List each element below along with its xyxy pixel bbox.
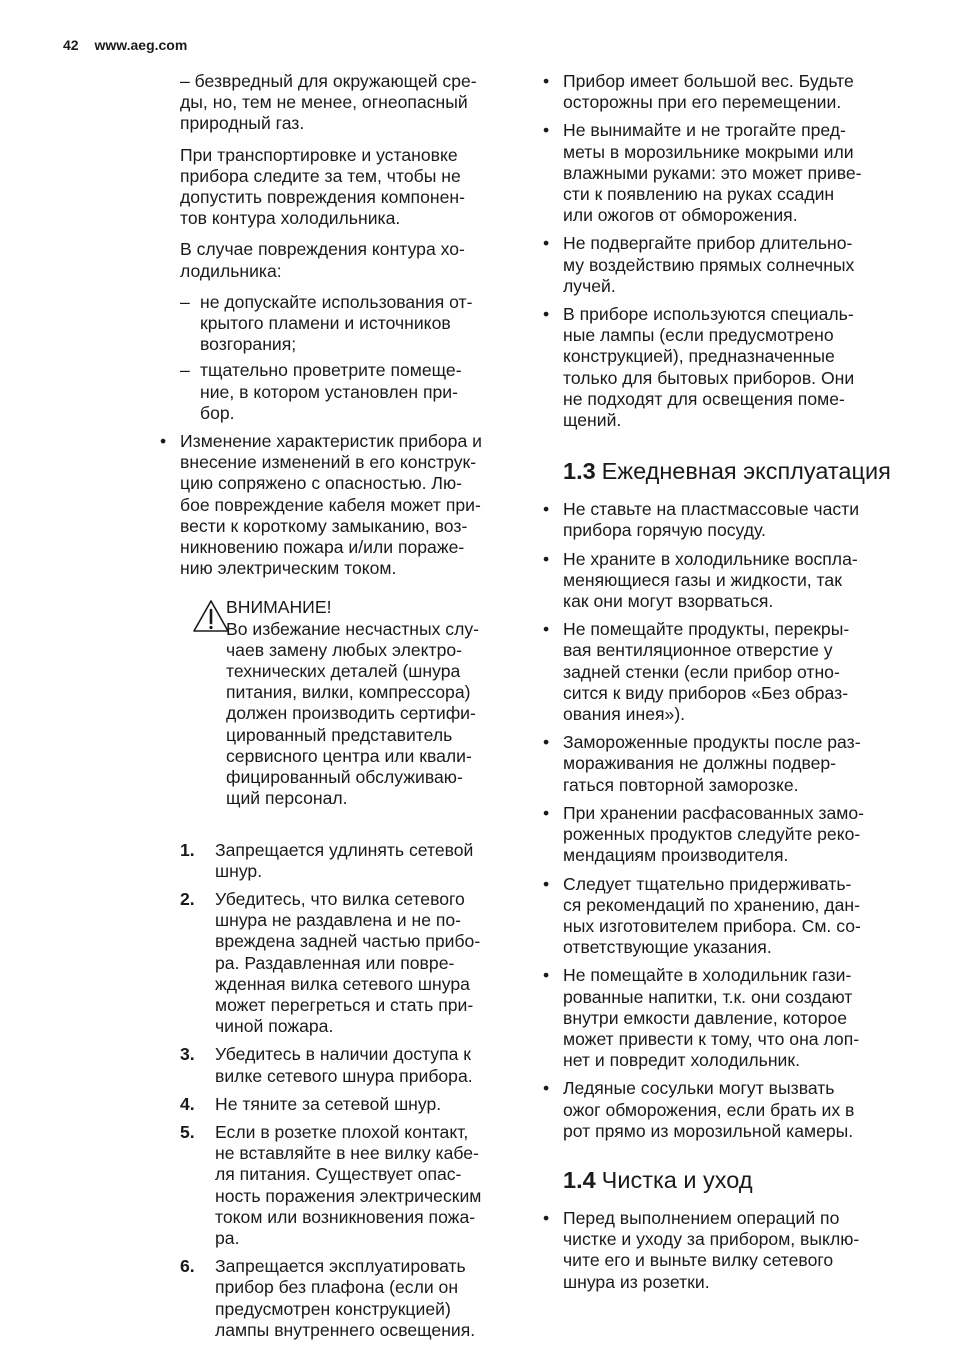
text-line: В приборе используются специаль- xyxy=(563,304,854,325)
text-line: чаев замену любых электро- xyxy=(226,639,462,660)
item-number: 6. xyxy=(180,1256,195,1277)
text-line: Убедитесь, что вилка сетевого xyxy=(215,888,465,909)
text-line: никновению пожара и/или пораже- xyxy=(180,537,465,558)
text-line: ние, в котором установлен при- xyxy=(200,381,458,402)
section-number: 1.3 xyxy=(563,458,596,485)
bullet-marker: • xyxy=(543,1207,550,1228)
bullet-item xyxy=(543,873,903,959)
text-line: шнура не раздавлена и не по- xyxy=(215,910,462,931)
dash-marker: – xyxy=(180,291,190,312)
text-line: Запрещается эксплуатировать xyxy=(215,1256,466,1277)
text-line: Не подвергайте прибор длительно- xyxy=(563,233,853,254)
text-line: рованные напитки, т.к. они создают xyxy=(563,986,853,1007)
numbered-item xyxy=(180,1044,520,1086)
transport-paragraph xyxy=(180,145,520,230)
text-line: рот прямо из морозильной камеры. xyxy=(563,1120,854,1141)
text-line: не вставляйте в нее вилку кабе- xyxy=(215,1143,479,1164)
text-line: фицированный обслуживаю- xyxy=(226,767,463,788)
item-number: 2. xyxy=(180,888,195,909)
text-line: му воздействию прямых солнечных xyxy=(563,254,855,275)
text-line: шнур. xyxy=(215,860,263,881)
text-line: лампы внутреннего освещения. xyxy=(215,1319,476,1340)
text-line: лучей. xyxy=(563,275,616,296)
text-line: прибора горячую посуду. xyxy=(563,520,766,541)
bullet-item xyxy=(543,1078,903,1142)
text-line: нет и повредит холодильник. xyxy=(563,1050,800,1071)
text-line: Если в розетке плохой контакт, xyxy=(215,1121,469,1142)
page-number: 42 xyxy=(63,37,79,53)
text-line: щений. xyxy=(563,410,622,431)
text-line: только для бытовых приборов. Они xyxy=(563,367,855,388)
text-line: бое повреждение кабеля может при- xyxy=(180,494,481,515)
dash-item xyxy=(180,291,520,356)
numbered-list xyxy=(180,840,520,1341)
text-line: лодильника: xyxy=(180,260,282,281)
text-line: может перегреться и стать при- xyxy=(215,994,474,1015)
bullet-item xyxy=(160,431,520,579)
bullet-item xyxy=(543,548,903,613)
text-line: задней стенки (если прибор отно- xyxy=(563,661,840,682)
text-line: Не помещайте продукты, перекры- xyxy=(563,619,850,640)
left-column xyxy=(160,71,520,1348)
text-line: чистке и уходу за прибором, выклю- xyxy=(563,1229,860,1250)
bullet-item xyxy=(543,802,903,867)
text-line: сервисного центра или квали- xyxy=(226,745,472,766)
text-line: природный газ. xyxy=(180,113,305,134)
text-line: допустить повреждения компонен- xyxy=(180,187,465,208)
bullet-marker: • xyxy=(543,802,550,823)
text-line: В случае повреждения контура хо- xyxy=(180,239,465,260)
text-line: – безвредный для окружающей сре- xyxy=(180,71,477,91)
bullet-marker: • xyxy=(543,548,550,569)
text-line: вая вентиляционное отверстие у xyxy=(563,640,833,661)
text-line: мораживания не должны подвер- xyxy=(563,753,837,774)
bullet-marker: • xyxy=(160,431,167,452)
text-line: внесение изменений в его конструк- xyxy=(180,452,477,473)
text-line: предусмотрен конструкцией) xyxy=(215,1298,451,1319)
text-line: Ледяные сосульки могут вызвать xyxy=(563,1078,835,1099)
section-heading-daily-use xyxy=(563,457,903,485)
text-line: не подходят для освещения поме- xyxy=(563,388,845,409)
bullet-marker: • xyxy=(543,499,550,520)
warning-triangle-icon xyxy=(192,599,230,633)
numbered-item xyxy=(180,839,520,882)
text-line: ля питания. Существует опас- xyxy=(215,1164,462,1185)
text-line: ответствующие указания. xyxy=(563,937,772,958)
text-line: Не храните в холодильнике воспла- xyxy=(563,548,858,569)
text-line: внутри емкости давление, которое xyxy=(563,1007,847,1028)
section-title: Чистка и уход xyxy=(601,1166,753,1193)
bullet-item xyxy=(543,304,903,431)
text-line: бор. xyxy=(200,402,235,423)
text-line: Не вынимайте и не трогайте пред- xyxy=(563,120,846,141)
text-line: Не помещайте в холодильник гази- xyxy=(563,965,852,986)
bullet-marker: • xyxy=(543,233,550,254)
text-line: вести к короткому замыканию, воз- xyxy=(180,515,468,536)
numbered-item xyxy=(180,1093,520,1115)
text-line: не допускайте использования от- xyxy=(200,291,473,312)
text-line: ных изготовителем прибора. См. со- xyxy=(563,915,861,936)
text-line: Во избежание несчастных слу- xyxy=(226,618,480,639)
numbered-item xyxy=(180,1121,520,1249)
text-line: При транспортировке и установке xyxy=(180,144,458,165)
text-line: ования инея»). xyxy=(563,704,686,725)
item-number: 4. xyxy=(180,1093,195,1114)
section-heading-cleaning xyxy=(563,1166,903,1194)
site-url: www.aeg.com xyxy=(94,37,188,53)
bullet-marker: • xyxy=(543,120,550,141)
text-line: Не тяните за сетевой шнур. xyxy=(215,1093,442,1114)
text-line: ожог обморожения, если брать их в xyxy=(563,1099,855,1120)
text-line: влажными руками: это может приве- xyxy=(563,162,862,183)
text-line: ра. xyxy=(215,1227,240,1248)
text-line: роженных продуктов следуйте реко- xyxy=(563,824,861,845)
text-line: Замороженные продукты после раз- xyxy=(563,732,861,753)
text-line: Убедитесь в наличии доступа к xyxy=(215,1044,471,1065)
item-number: 1. xyxy=(180,839,195,860)
bullet-marker: • xyxy=(543,873,550,894)
bullet-marker: • xyxy=(543,732,550,753)
text-line: ды, но, тем не менее, огнеопасный xyxy=(180,92,468,113)
text-line: как они могут взорваться. xyxy=(563,591,774,612)
bullet-item xyxy=(543,499,903,541)
text-line: ность поражения электрическим xyxy=(215,1185,482,1206)
section-title: Ежедневная эксплуатация xyxy=(601,458,891,485)
text-line: мендациям производителя. xyxy=(563,845,789,866)
text-line: щий персонал. xyxy=(226,788,348,809)
text-line: нию электрическим током. xyxy=(180,558,397,579)
text-line: прибора следите за тем, чтобы не xyxy=(180,165,461,186)
text-line: чиной пожара. xyxy=(215,1016,334,1037)
text-line: гаться повторной заморозке. xyxy=(563,774,799,795)
numbered-item xyxy=(180,888,520,1037)
bullet-marker: • xyxy=(543,304,550,325)
warning-title: ВНИМАНИЕ! xyxy=(226,597,332,618)
text-line: или ожогов от обморожения. xyxy=(563,205,798,226)
text-line: меняющиеся газы и жидкости, так xyxy=(563,569,842,590)
text-line: ра. Раздавленная или повре- xyxy=(215,952,455,973)
dash-item xyxy=(180,360,520,424)
page-header xyxy=(63,37,187,53)
bullet-item xyxy=(543,120,903,226)
text-line: технических деталей (шнура xyxy=(226,661,461,682)
text-line: питания, вилки, компрессора) xyxy=(226,682,471,703)
text-line: Изменение характеристик прибора и xyxy=(180,431,482,452)
dash-list xyxy=(180,292,520,424)
right-column xyxy=(543,71,903,1300)
text-line: ся рекомендаций по хранению, дан- xyxy=(563,894,860,915)
item-number: 3. xyxy=(180,1044,195,1065)
text-line: Перед выполнением операций по xyxy=(563,1207,840,1228)
text-line: шнура из розетки. xyxy=(563,1271,710,1292)
text-line: возгорания; xyxy=(200,334,297,355)
text-line: конструкцией), предназначенные xyxy=(563,346,835,367)
bullet-item xyxy=(543,965,903,1071)
dash-marker: – xyxy=(180,360,190,381)
bullet-item xyxy=(543,71,903,113)
text-line: цию сопряжено с опасностью. Лю- xyxy=(180,473,463,494)
text-line: жденная вилка сетевого шнура xyxy=(215,973,470,994)
bullet-item xyxy=(543,732,903,796)
bullet-item xyxy=(543,619,903,725)
numbered-item xyxy=(180,1256,520,1341)
bullet-marker: • xyxy=(543,619,550,640)
text-line: тщательно проветрите помеще- xyxy=(200,360,462,381)
damage-paragraph xyxy=(180,239,520,281)
text-line: осторожны при его перемещении. xyxy=(563,92,842,113)
text-line: чите его и выньте вилку сетевого xyxy=(563,1250,834,1271)
text-line: крытого пламени и источников xyxy=(200,313,451,334)
text-line: Не ставьте на пластмассовые части xyxy=(563,499,860,520)
bullet-item xyxy=(543,233,903,297)
text-line: может привести к тому, что она лоп- xyxy=(563,1028,860,1049)
warning-block xyxy=(226,597,520,809)
bullet-marker: • xyxy=(543,1078,550,1099)
bullet-marker: • xyxy=(543,71,550,91)
text-line: ные лампы (если предусмотрено xyxy=(563,325,834,346)
text-line: сти к появлению на руках ссадин xyxy=(563,184,835,205)
text-line: сится к виду приборов «Без образ- xyxy=(563,682,849,703)
text-line: При хранении расфасованных замо- xyxy=(563,802,864,823)
text-line: должен производить сертифи- xyxy=(226,703,476,724)
intro-paragraph xyxy=(180,71,520,135)
text-line: Запрещается удлинять сетевой xyxy=(215,839,474,860)
bullet-marker: • xyxy=(543,965,550,986)
text-line: вреждена задней частью прибо- xyxy=(215,931,481,952)
text-line: Следует тщательно придерживать- xyxy=(563,873,852,894)
text-line: вилке сетевого шнура прибора. xyxy=(215,1065,473,1086)
text-line: прибор без плафона (если он xyxy=(215,1277,459,1298)
text-line: Прибор имеет большой вес. Будьте xyxy=(563,71,854,91)
text-line: меты в морозильнике мокрыми или xyxy=(563,141,854,162)
item-number: 5. xyxy=(180,1121,195,1142)
bullet-item xyxy=(543,1207,903,1293)
text-line: током или возникновения пожа- xyxy=(215,1206,476,1227)
text-line: цированный представитель xyxy=(226,724,453,745)
text-line: тов контура холодильника. xyxy=(180,208,401,229)
section-number: 1.4 xyxy=(563,1166,596,1193)
